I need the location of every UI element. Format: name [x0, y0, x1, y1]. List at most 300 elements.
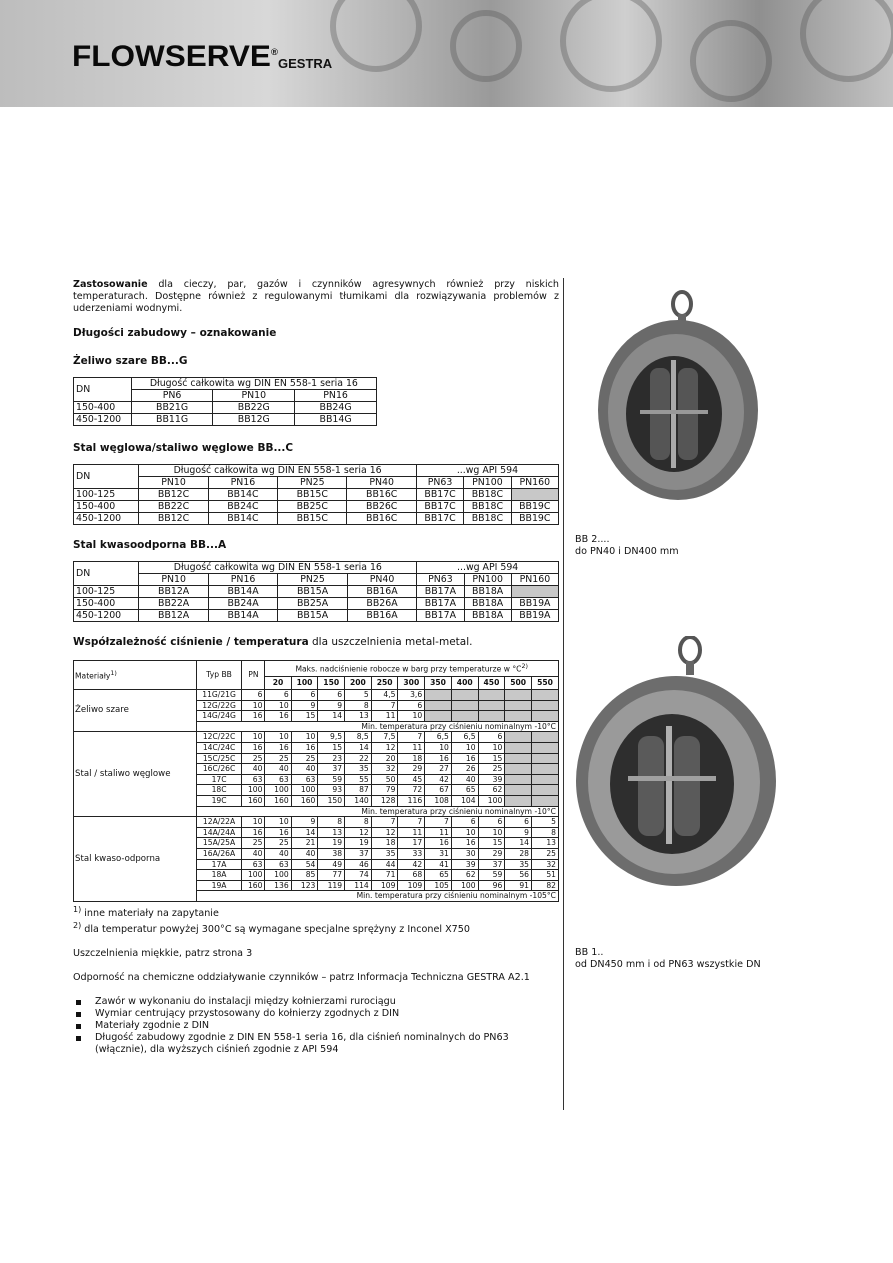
table-cell	[451, 700, 478, 711]
pn-cell: 160	[242, 795, 265, 806]
pn-header: PN40	[347, 477, 416, 489]
table-cell: BB14C	[208, 513, 277, 525]
table-cell: 128	[371, 795, 398, 806]
table-cell	[531, 732, 558, 743]
table-cell: 63	[265, 774, 291, 785]
table-cell: BB12C	[139, 513, 208, 525]
table-cell: 119	[318, 880, 345, 891]
chem-resistance-note: Odporność na chemiczne oddziaływanie czynników – patrz Informacja Techniczna GESTRA A2.1	[73, 972, 530, 984]
table-cell: 79	[371, 785, 398, 796]
table-cell	[531, 711, 558, 722]
type-cell: 14G/24G	[196, 711, 242, 722]
table-cell: BB17A	[417, 586, 464, 598]
table-row	[74, 586, 559, 598]
pn-header: PN10	[139, 574, 208, 586]
table-cell: 29	[478, 848, 505, 859]
type-cell: 14C/24C	[196, 742, 242, 753]
table-cell: 38	[318, 848, 345, 859]
table-cell	[511, 489, 558, 501]
header-banner	[0, 0, 893, 107]
pn-header: PN25	[278, 574, 347, 586]
material-cell: Żeliwo szare	[74, 690, 197, 732]
table-cell: 10	[265, 700, 291, 711]
table-cell: 100	[265, 785, 291, 796]
pn-header: PN6	[131, 390, 213, 402]
table-cell: 109	[371, 880, 398, 891]
pn-cell: 40	[242, 848, 265, 859]
table-cell: 63	[265, 859, 291, 870]
table-cell: BB16A	[347, 586, 416, 598]
table-cell: 19	[345, 838, 372, 849]
table-header-row	[74, 465, 559, 477]
min-temperature-note: Min. temperatura przy ciśnieniu nominalnym -105°C	[196, 891, 558, 902]
table-cell: 14	[318, 711, 345, 722]
type-cell: 14A/24A	[196, 827, 242, 838]
table-cell: 10	[398, 711, 425, 722]
table-cell	[531, 690, 558, 701]
type-cell: 12C/22C	[196, 732, 242, 743]
table-cell: 100	[451, 880, 478, 891]
pressure-footnote-ref: 2)	[521, 663, 528, 671]
list-item: Wymiar centrujący przystosowany do kołnierzy zgodnych z DIN	[73, 1008, 559, 1020]
dn-header: DN	[74, 378, 132, 402]
table-cell	[451, 690, 478, 701]
table-cell: BB14G	[295, 414, 377, 426]
temperature-header: 500	[505, 677, 532, 690]
dn-cell: 100-125	[74, 586, 139, 598]
group-header: Długość całkowita wg DIN EN 558-1 seria 16	[139, 562, 417, 574]
material-cell: Stal kwaso-odporna	[74, 817, 197, 902]
table-cell: 14	[345, 742, 372, 753]
table-cell: BB26A	[347, 598, 416, 610]
table-row	[74, 402, 377, 414]
table-cell	[511, 586, 558, 598]
type-cell: 16A/26A	[196, 848, 242, 859]
table-cell: BB25C	[278, 501, 347, 513]
table-cell: 15	[478, 753, 505, 764]
table-cell: 9,5	[318, 732, 345, 743]
table-cell: 6	[265, 690, 291, 701]
type-cell: 18C	[196, 785, 242, 796]
temperature-header: 550	[531, 677, 558, 690]
table-cell: 150	[318, 795, 345, 806]
table-cell	[478, 711, 505, 722]
table-cell: 160	[291, 795, 318, 806]
table-cell: 100	[478, 795, 505, 806]
table-cell: 7,5	[371, 732, 398, 743]
table-row	[74, 414, 377, 426]
table-cell: 100	[291, 785, 318, 796]
gestra-brand: GESTRA	[278, 56, 333, 71]
table-cell: 16	[291, 742, 318, 753]
table-cell: 6	[505, 817, 532, 828]
dn-cell: 450-1200	[74, 513, 139, 525]
table-cell: 82	[531, 880, 558, 891]
pn-cell: 160	[242, 880, 265, 891]
table-cell	[531, 795, 558, 806]
table-cell: BB26C	[347, 501, 416, 513]
table-cell: 123	[291, 880, 318, 891]
table-cell: 30	[451, 848, 478, 859]
table-row	[74, 501, 559, 513]
table-cell: 26	[451, 764, 478, 775]
type-cell: 17A	[196, 859, 242, 870]
main-column	[73, 279, 559, 1056]
table-cell: BB22G	[213, 402, 295, 414]
table-cell: BB18A	[464, 598, 511, 610]
min-temperature-note: Min. temperatura przy ciśnieniu nominalnym -10°C	[196, 806, 558, 817]
table-cell: 11	[398, 827, 425, 838]
bb2-caption	[575, 534, 679, 558]
table-cell: 39	[478, 774, 505, 785]
table-cell: 10	[291, 732, 318, 743]
table-cell: 4,5	[371, 690, 398, 701]
pn-header: PN25	[278, 477, 347, 489]
table-cell: 104	[451, 795, 478, 806]
table-cell: 15	[318, 742, 345, 753]
table-cell: 8	[345, 817, 372, 828]
pn-cell: 25	[242, 753, 265, 764]
table-cell: 23	[318, 753, 345, 764]
pn-header: PN16	[208, 477, 277, 489]
table-cell: BB17C	[416, 513, 463, 525]
table-cell: 68	[398, 870, 425, 881]
list-item: Długość zabudowy zgodnie z DIN EN 558-1 seria 16, dla ciśnień nominalnych do PN63 (włącznie), dla wyższych ciśnień zgodnie z API 594	[73, 1032, 559, 1056]
temperature-header: 200	[345, 677, 372, 690]
table-cell	[531, 764, 558, 775]
pn-header: PN100	[464, 574, 511, 586]
table-cell: 8	[318, 817, 345, 828]
table-cell: 35	[345, 764, 372, 775]
pressure-header	[265, 661, 559, 677]
pt-heading: Współzależność ciśnienie / temperatura dla uszczelnienia metal-metal.	[73, 636, 473, 648]
table-row	[74, 817, 559, 828]
table-cell: BB18C	[464, 513, 511, 525]
bb1-caption	[575, 947, 761, 971]
table-cell: 13	[531, 838, 558, 849]
table-cell: 22	[345, 753, 372, 764]
table-cell: 32	[531, 859, 558, 870]
table-cell	[505, 700, 532, 711]
table-cell: 25	[531, 848, 558, 859]
table-header-row	[74, 378, 377, 390]
table-cell: BB24C	[208, 501, 277, 513]
table-cell: 9	[291, 700, 318, 711]
table-cell: 6	[478, 817, 505, 828]
banner-photo-valve	[330, 0, 422, 72]
table-cell: 85	[291, 870, 318, 881]
pn-cell: 10	[242, 817, 265, 828]
table-cell: 20	[371, 753, 398, 764]
cast-iron-heading: Żeliwo szare BB...G	[73, 355, 188, 367]
table-cell: 56	[505, 870, 532, 881]
table-cell: 6	[291, 690, 318, 701]
table-cell: 62	[478, 785, 505, 796]
table-cell: 6,5	[425, 732, 452, 743]
table-row	[74, 732, 559, 743]
table-cell: 108	[425, 795, 452, 806]
table-cell: 45	[398, 774, 425, 785]
table-cell: BB24G	[295, 402, 377, 414]
table-cell: 9	[291, 817, 318, 828]
table-cell: 12	[345, 827, 372, 838]
table-cell: BB22A	[139, 598, 208, 610]
pn-cell: 16	[242, 827, 265, 838]
table-cell: 96	[478, 880, 505, 891]
pn-header: PN160	[511, 574, 558, 586]
type-cell: 17C	[196, 774, 242, 785]
table-cell: 31	[425, 848, 452, 859]
table-cell: 105	[425, 880, 452, 891]
table-cell: BB18A	[464, 586, 511, 598]
pn-cell: 16	[242, 711, 265, 722]
table-cell: 3,6	[398, 690, 425, 701]
table-cell: 18	[371, 838, 398, 849]
table-cell: 19	[318, 838, 345, 849]
table-cell: 33	[398, 848, 425, 859]
pn-cell: 10	[242, 732, 265, 743]
table-header-row	[74, 661, 559, 677]
temperature-header: 20	[265, 677, 291, 690]
table-cell: 160	[265, 795, 291, 806]
table-cell: 63	[291, 774, 318, 785]
table-cell: 10	[425, 742, 452, 753]
table-cell: 59	[318, 774, 345, 785]
table-cell: BB24A	[208, 598, 277, 610]
table-cell: 11	[398, 742, 425, 753]
pressure-label: Maks. nadciśnienie robocze w barg przy temperaturze w °C	[295, 664, 522, 674]
table-cell: BB16A	[347, 610, 416, 622]
table-cell: BB16C	[347, 489, 416, 501]
pn-header: PN40	[347, 574, 416, 586]
temperature-header: 150	[318, 677, 345, 690]
carbon-steel-table	[73, 464, 559, 525]
temperature-header: 450	[478, 677, 505, 690]
table-cell	[531, 785, 558, 796]
table-cell: 50	[371, 774, 398, 785]
table-cell: 46	[345, 859, 372, 870]
table-cell: 14	[505, 838, 532, 849]
material-header	[74, 661, 197, 690]
table-cell: BB15A	[278, 610, 347, 622]
table-cell: 6	[398, 700, 425, 711]
table-cell: 10	[265, 817, 291, 828]
temperature-header: 100	[291, 677, 318, 690]
table-cell: 14	[291, 827, 318, 838]
pn-cell: 100	[242, 870, 265, 881]
table-cell: 7	[425, 817, 452, 828]
table-cell: 37	[318, 764, 345, 775]
table-cell	[505, 690, 532, 701]
dn-cell: 150-400	[74, 501, 139, 513]
table-cell: 21	[291, 838, 318, 849]
table-cell: BB22C	[139, 501, 208, 513]
table-cell: 44	[371, 859, 398, 870]
table-cell: BB15C	[278, 513, 347, 525]
type-cell: 12A/22A	[196, 817, 242, 828]
table-row	[74, 690, 559, 701]
table-cell	[425, 690, 452, 701]
table-cell	[425, 711, 452, 722]
pn-cell: 63	[242, 859, 265, 870]
table-cell: 35	[505, 859, 532, 870]
table-cell: BB19C	[511, 513, 558, 525]
type-cell: 19C	[196, 795, 242, 806]
bb1-title: BB 1..	[575, 947, 604, 958]
table-cell	[505, 753, 532, 764]
table-cell	[451, 711, 478, 722]
table-cell: 11	[425, 827, 452, 838]
table-cell: 29	[398, 764, 425, 775]
flowserve-logo: FLOWSERVE®	[72, 40, 278, 73]
table-cell: BB19C	[511, 501, 558, 513]
table-cell: 40	[265, 764, 291, 775]
pn-header: PN10	[213, 390, 295, 402]
table-cell: BB19A	[511, 610, 558, 622]
table-cell	[505, 711, 532, 722]
table-cell: BB12A	[139, 586, 208, 598]
type-cell: 11G/21G	[196, 690, 242, 701]
material-footnote-ref: 1)	[110, 669, 117, 677]
table-cell	[531, 700, 558, 711]
temperature-header: 350	[425, 677, 452, 690]
table-cell: 54	[291, 859, 318, 870]
pn-cell: 6	[242, 690, 265, 701]
type-cell: 15A/25A	[196, 838, 242, 849]
table-cell: 114	[345, 880, 372, 891]
table-cell: BB18C	[464, 501, 511, 513]
table-cell: 109	[398, 880, 425, 891]
table-cell: 40	[265, 848, 291, 859]
table-cell: 12	[371, 827, 398, 838]
table-cell: BB17A	[417, 598, 464, 610]
list-item: Materiały zgodnie z DIN	[73, 1020, 559, 1032]
table-cell: 6,5	[451, 732, 478, 743]
pn-header: PN160	[511, 477, 558, 489]
table-cell: 18	[398, 753, 425, 764]
lengths-heading: Długości zabudowy – oznakowanie	[73, 327, 277, 339]
table-cell: 15	[478, 838, 505, 849]
table-cell	[531, 753, 558, 764]
table-cell	[505, 742, 532, 753]
table-cell: BB14A	[208, 586, 277, 598]
table-cell: 16	[451, 838, 478, 849]
dn-cell: 100-125	[74, 489, 139, 501]
table-cell	[505, 774, 532, 785]
type-cell: 18A	[196, 870, 242, 881]
table-cell: 25	[265, 753, 291, 764]
banner-photo-valve	[690, 20, 772, 102]
banner-photo-valve	[560, 0, 662, 92]
column-divider	[563, 278, 564, 1110]
table-cell: 6	[451, 817, 478, 828]
api-header: ...wg API 594	[417, 562, 559, 574]
table-cell: 71	[371, 870, 398, 881]
table-cell: 17	[398, 838, 425, 849]
table-cell: 140	[345, 795, 372, 806]
table-cell: 13	[318, 827, 345, 838]
table-cell: 42	[398, 859, 425, 870]
table-cell: 41	[425, 859, 452, 870]
cast-iron-table	[73, 377, 377, 426]
table-cell: 7	[398, 732, 425, 743]
table-cell	[505, 795, 532, 806]
table-cell: 7	[398, 817, 425, 828]
table-cell: 25	[291, 753, 318, 764]
table-cell: 37	[345, 848, 372, 859]
intro-paragraph: Zastosowanie dla cieczy, par, gazów i czynników agresywnych również przy niskich temperaturach. Dostępne również z regulowanymi tłumikami dla rozwiązywania problemów z uderzeniami wodnymi.	[73, 279, 559, 314]
pn-header: PN16	[208, 574, 277, 586]
api-header: ...wg API 594	[416, 465, 558, 477]
table-cell: 74	[345, 870, 372, 881]
table-cell: BB18A	[464, 610, 511, 622]
table-cell: 16	[265, 742, 291, 753]
stainless-table	[73, 561, 559, 622]
table-cell: BB18C	[464, 489, 511, 501]
table-cell: BB21G	[131, 402, 213, 414]
table-cell	[505, 785, 532, 796]
table-cell: 100	[265, 870, 291, 881]
pn-cell: 100	[242, 785, 265, 796]
table-cell: 9	[318, 700, 345, 711]
table-cell: BB14C	[208, 489, 277, 501]
material-cell: Stal / staliwo węglowe	[74, 732, 197, 817]
table-cell: 49	[318, 859, 345, 870]
table-cell: BB15A	[278, 586, 347, 598]
table-cell: 27	[425, 764, 452, 775]
dn-cell: 450-1200	[74, 414, 132, 426]
table-cell: 65	[451, 785, 478, 796]
table-cell: 16	[451, 753, 478, 764]
table-cell: BB12G	[213, 414, 295, 426]
table-cell: BB12C	[139, 489, 208, 501]
table-cell: 16	[425, 838, 452, 849]
table-cell: BB17C	[416, 489, 463, 501]
table-header-row	[74, 562, 559, 574]
table-cell: 13	[345, 711, 372, 722]
bb1-description: od DN450 mm i od PN63 wszystkie DN	[575, 959, 761, 970]
table-cell: 8,5	[345, 732, 372, 743]
material-label: Materiały	[75, 671, 111, 681]
table-cell: 5	[345, 690, 372, 701]
table-cell	[505, 764, 532, 775]
table-cell: 10	[451, 742, 478, 753]
temperature-header: 300	[398, 677, 425, 690]
type-cell: 12G/22G	[196, 700, 242, 711]
table-cell: 16	[425, 753, 452, 764]
table-cell: 28	[505, 848, 532, 859]
bb2-valve-image	[590, 290, 770, 530]
table-cell	[478, 700, 505, 711]
table-cell: 40	[451, 774, 478, 785]
dn-cell: 450-1200	[74, 610, 139, 622]
type-cell: 19A	[196, 880, 242, 891]
pressure-temperature-table	[73, 660, 559, 902]
dn-header: DN	[74, 562, 139, 586]
table-cell: BB17C	[416, 501, 463, 513]
table-cell: 8	[531, 827, 558, 838]
table-cell	[425, 700, 452, 711]
table-cell: 16	[265, 827, 291, 838]
bb2-description: do PN40 i DN400 mm	[575, 546, 679, 557]
temperature-header: 400	[451, 677, 478, 690]
table-cell: 136	[265, 880, 291, 891]
stainless-heading: Stal kwasoodporna BB...A	[73, 539, 227, 551]
table-cell: BB16C	[347, 513, 416, 525]
bb2-title: BB 2....	[575, 534, 610, 545]
table-cell: 72	[398, 785, 425, 796]
table-cell: BB15C	[278, 489, 347, 501]
